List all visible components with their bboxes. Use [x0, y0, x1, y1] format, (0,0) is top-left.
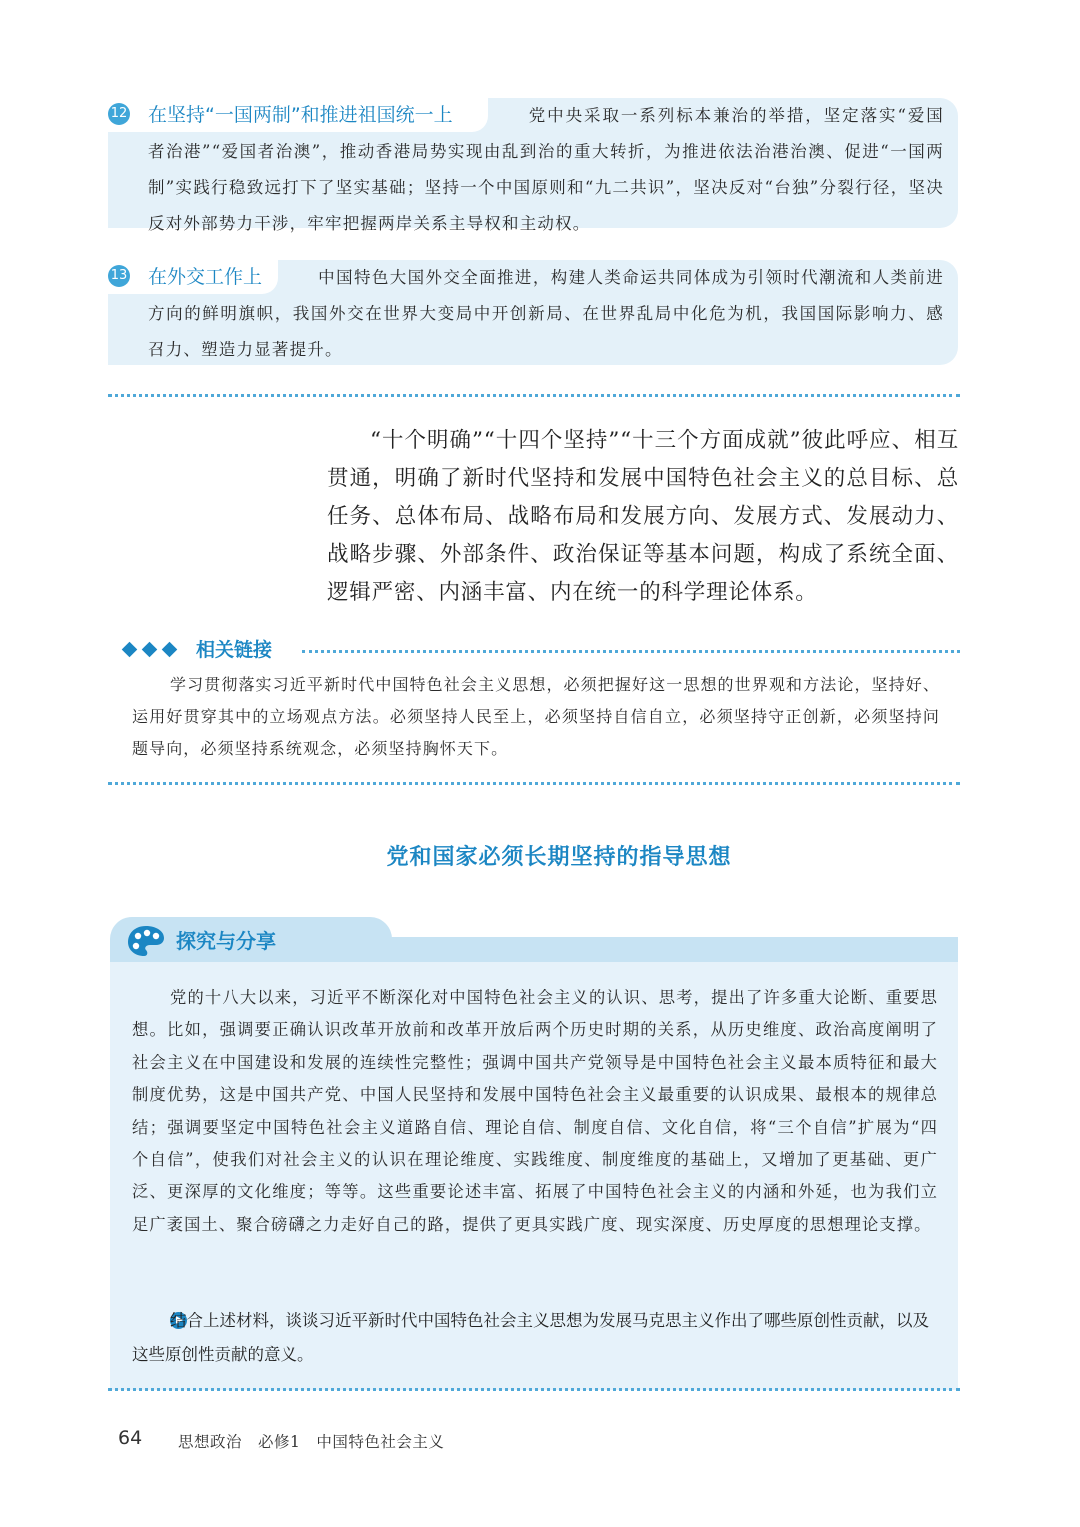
diamond-icon: [142, 642, 158, 658]
achievement-text: 中国特色大国外交全面推进，构建人类命运共同体成为引领时代潮流和人类前进方向的鲜明旗帜，我国外交在世界大变局中开创新局、在世界乱局中化危为机，我国国际影响力、感召力、塑造力显著提升。: [148, 268, 944, 359]
achievement-box-13: [108, 260, 958, 365]
achievement-header: [108, 98, 488, 132]
number-badge: 12: [108, 103, 130, 125]
achievement-box-12: [108, 98, 958, 233]
book-title: 思想政治 必修1 中国特色社会主义: [178, 1433, 445, 1451]
diamond-icon: [122, 642, 138, 658]
main-paragraph: “十个明确”“十四个坚持”“十三个方面成就”彼此呼应、相互贯通，明确了新时代坚持和发展中国特色社会主义的总目标、总任务、总体布局、战略布局和发展方向、发展方式、发展动力、战略步骤、外部条件、政治保证等基本问题，构成了系统全面、逻辑严密、内涵丰富、内在统一的科学理论体系。: [327, 428, 959, 605]
related-link-title: 相关链接: [196, 639, 273, 661]
discussion-question: 结合上述材料，谈谈习近平新时代中国特色社会主义思想为发展马克思主义作出了哪些原创性贡献，以及这些原创性贡献的意义。: [132, 1311, 929, 1364]
achievement-header: [108, 260, 278, 294]
number-badge: 13: [108, 265, 130, 287]
explore-box: [110, 962, 958, 1390]
dotted-divider: [108, 394, 960, 397]
related-link-header: [122, 637, 960, 663]
page-number: 64: [118, 1427, 143, 1449]
dotted-divider: [108, 782, 960, 785]
dotted-divider: [108, 1388, 960, 1391]
explore-title: 探究与分享: [176, 929, 276, 953]
explore-tab: [110, 917, 392, 964]
achievement-text: 党中央采取一系列标本兼治的举措，坚定落实“爱国者治港”“爱国者治澳”，推动香港局势实现由乱到治的重大转折，为推进依法治港治澳、促进“一国两制”实践行稳致远打下了坚实基础；坚持一个中国原则和“九二共识”，坚决反对“台独”分裂行径，坚决反对外部势力干涉，牢牢把握两岸关系主导权和主动权。: [148, 106, 944, 233]
explore-header-bar: [385, 937, 958, 964]
achievement-title: 在坚持“一国两制”和推进祖国统一上: [148, 104, 453, 126]
explore-text: 党的十八大以来，习近平不断深化对中国特色社会主义的认识、思考，提出了许多重大论断、重要思想。比如，强调要正确认识改革开放前和改革开放后两个历史时期的关系，从历史维度、政治高度阐明了社会主义在中国建设和发展的连续性完整性；强调中国共产党领导是中国特色社会主义最本质特征和最大制度优势，这是中国共产党、中国人民坚持和发展中国特色社会主义最重要的认识成果、最根本的规律总结；强调要坚定中国特色社会主义道路自信、理论自信、制度自信、文化自信，将“三个自信”扩展为“四个自信”，使我们对社会主义的认识在理论维度、实践维度、制度维度的基础上，又增加了更基础、更广泛、更深厚的文化维度；等等。这些重要论述丰富、拓展了中国特色社会主义的内涵和外延，也为我们立足广袤国土、聚合磅礴之力走好自己的路，提供了更具实践广度、现实深度、历史厚度的思想理论支撑。: [132, 988, 938, 1234]
diamond-icon: [162, 642, 178, 658]
achievement-title: 在外交工作上: [148, 266, 263, 288]
dotted-divider: [302, 650, 960, 653]
palette-icon: [126, 924, 166, 958]
related-link-text: 学习贯彻落实习近平新时代中国特色社会主义思想，必须把握好这一思想的世界观和方法论，坚持好、运用好贯穿其中的立场观点方法。必须坚持人民至上，必须坚持自信自立，必须坚持守正创新，必须坚持问题导向，必须坚持系统观念，必须坚持胸怀天下。: [132, 675, 940, 758]
section-title: 党和国家必须长期坚持的指导思想: [386, 844, 732, 870]
